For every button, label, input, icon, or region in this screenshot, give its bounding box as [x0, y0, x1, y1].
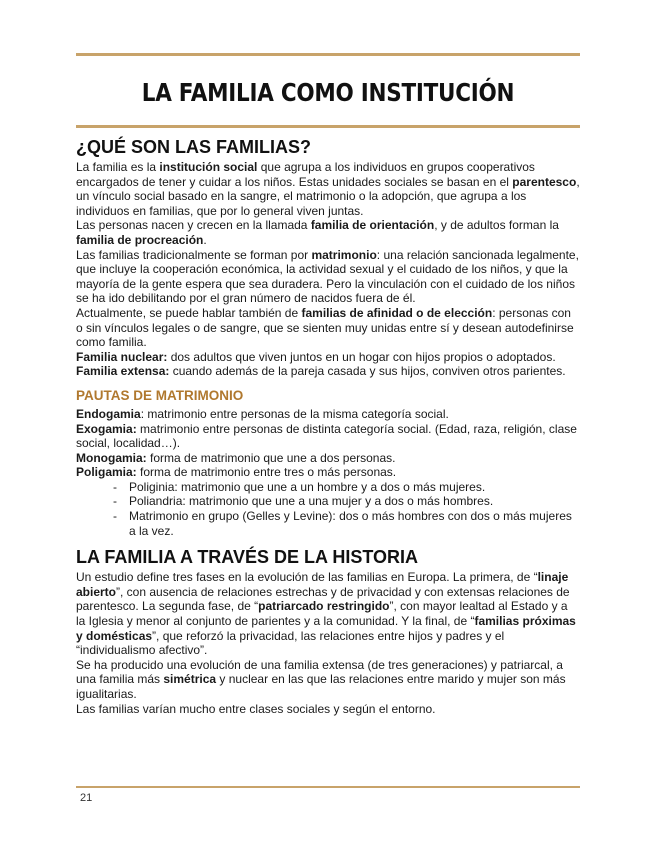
definition-monogamia: Monogamia: forma de matrimonio que une a dos personas.	[76, 450, 396, 465]
paragraph: Actualmente, se puede hablar también de familias de afinidad o de elección: personas con o sin vínculos legales o de sangre, que se sienten muy unidas entre sí y desean autodefinirse como familia.	[76, 305, 574, 350]
definition-exogamia: Exogamia: matrimonio entre personas de distinta categoría social. (Edad, raza, religión, clase social, localidad…).	[76, 421, 577, 451]
page-content	[76, 136, 580, 716]
top-rule	[76, 53, 580, 56]
page-number: 21	[80, 792, 93, 804]
list-item: - Matrimonio en grupo (Gelles y Levine): dos o más hombres con dos o más mujeres a la vez.	[113, 509, 580, 538]
paragraph: Las personas nacen y crecen en la llamada familia de orientación, y de adultos forman la familia de procreación.	[76, 218, 559, 247]
subsection-heading-pautas: PAUTAS DE MATRIMONIO	[76, 387, 244, 403]
definition-familia-extensa: Familia extensa: cuando además de la pareja casada y sus hijos, conviven otros parientes.	[76, 364, 566, 379]
list-item: - Poliginia: matrimonio que une a un hombre y a dos o más mujeres.	[113, 480, 580, 495]
paragraph: Un estudio define tres fases en la evolución de las familias en Europa. La primera, de “linaje abierto”, con ausencia de relaciones estrechas y de privacidad y con extensas relaciones de parentesco. La segunda fase, de “patriarcado restringido”, con mayor lealtad al Estado y a la Iglesia y menor al conjunto de parientes y a la comunidad. Y la final, de “familias próximas y domésticas”, que reforzó la privacidad, las relaciones entre hijos y padres y el “individualismo afectivo”.	[76, 570, 576, 658]
section-heading-historia: LA FAMILIA A TRAVÉS DE LA HISTORIA	[76, 547, 418, 568]
footer-rule	[76, 786, 580, 788]
list-item: - Poliandria: matrimonio que une a una mujer y a dos o más hombres.	[113, 494, 580, 509]
title-rule	[76, 125, 580, 128]
paragraph: La familia es la institución social que agrupa a los individuos en grupos cooperativos encargados de tener y cuidar a los niños. Estas unidades sociales se basan en el parentesco, un vínculo social basado en la sangre, el matrimonio o la adopción, que agrupa a los individuos en familias, que por lo general viven juntas.	[76, 160, 580, 218]
paragraph: Las familias tradicionalmente se forman por matrimonio: una relación sancionada legalmente, que incluye la cooperación económica, la actividad sexual y el cuidado de los niños, y que la mayoría de la gente espera que sea duradera. Pero la vinculación con el cuidado de los niños se ha ido debilitando por el gran número de nacidos fuera de él.	[76, 247, 579, 306]
section-heading-familias: ¿QUÉ SON LAS FAMILIAS?	[76, 137, 312, 157]
paragraph: Las familias varían mucho entre clases sociales y según el entorno.	[76, 701, 436, 716]
definition-familia-nuclear: Familia nuclear: dos adultos que viven juntos en un hogar con hijos propios o adoptados.	[76, 349, 556, 364]
poligamia-list	[76, 480, 580, 538]
paragraph: Se ha producido una evolución de una familia extensa (de tres generaciones) y patriarcal, a una familia más simétrica y nuclear en las que las relaciones entre marido y mujer son más igualitarias.	[76, 657, 566, 701]
page-title: LA FAMILIA COMO INSTITUCIÓN	[141, 78, 515, 107]
definition-poligamia: Poligamia: forma de matrimonio entre tres o más personas.	[76, 465, 397, 480]
definition-endogamia: Endogamia: matrimonio entre personas de la misma categoría social.	[76, 406, 449, 421]
